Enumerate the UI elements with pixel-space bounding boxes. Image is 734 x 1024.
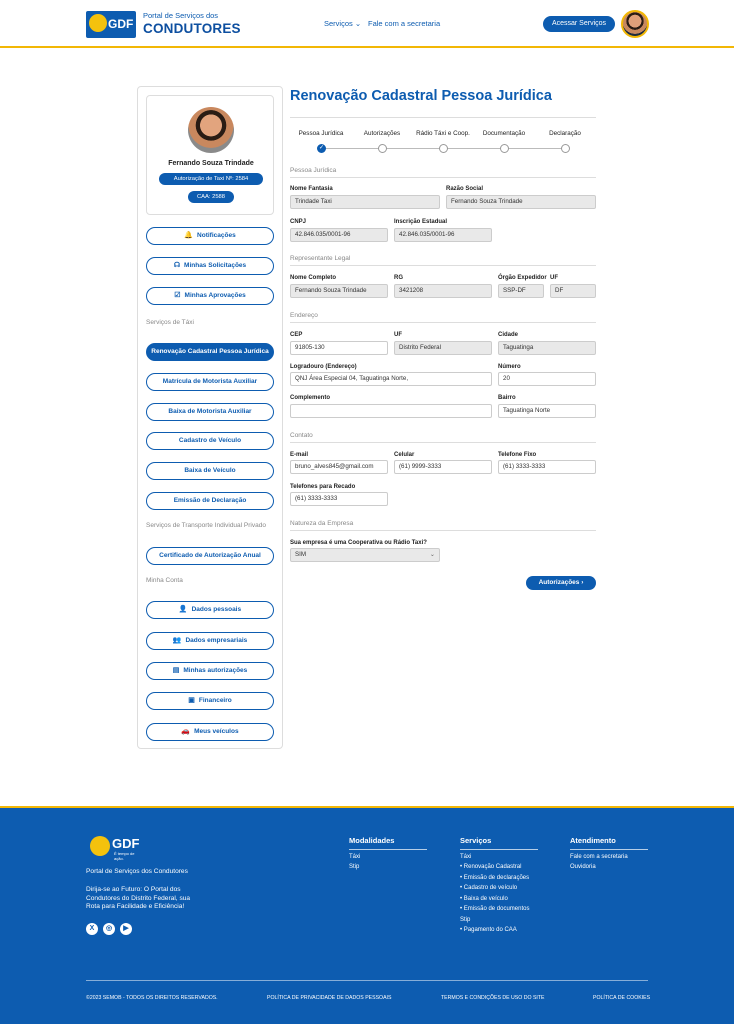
step-label-documentacao[interactable]: Documentação: [482, 130, 526, 137]
field-cep[interactable]: 91805-130: [290, 341, 388, 355]
section-rep-heading: Representante Legal: [290, 255, 351, 262]
field-logradouro[interactable]: QNJ Área Especial 04, Taguatinga Norte,: [290, 372, 492, 386]
logo-text: GDF: [108, 17, 134, 31]
sidebar-item-renovacao[interactable]: Renovação Cadastral Pessoa Jurídica: [146, 343, 274, 361]
field-celular[interactable]: (61) 9999-3333: [394, 460, 492, 474]
label-rg: RG: [394, 275, 403, 281]
label-bairro: Bairro: [498, 395, 516, 401]
label-numero: Número: [498, 364, 521, 370]
label-recado: Telefones para Recado: [290, 484, 356, 490]
footer-privacy-link[interactable]: POLÍTICA DE PRIVACIDADE DE DADOS PESSOAIS: [267, 995, 392, 1001]
footer-logo-sub: É tempo de ação.: [114, 851, 135, 861]
field-fantasia[interactable]: Trindade Taxi: [290, 195, 440, 209]
step-dot[interactable]: [439, 144, 448, 153]
label-celular: Celular: [394, 452, 415, 458]
section-conta-heading: Minha Conta: [146, 577, 183, 584]
clipboard-check-icon: ☑: [174, 292, 181, 299]
label-ie: Inscrição Estadual: [394, 219, 448, 225]
field-recado[interactable]: (61) 3333-3333: [290, 492, 388, 506]
label-fantasia: Nome Fantasia: [290, 186, 333, 192]
sidebar-item-dados-empresariais[interactable]: [146, 632, 274, 650]
field-fixo[interactable]: (61) 3333-3333: [498, 460, 596, 474]
x-twitter-icon[interactable]: X: [86, 923, 98, 935]
footer-terms-link[interactable]: TERMOS E CONDIÇÕES DE USO DO SITE: [441, 995, 545, 1001]
sun-icon: [89, 14, 107, 32]
footer-link[interactable]: Ouvidoria: [570, 864, 596, 870]
user-icon: 👤: [178, 606, 188, 613]
field-cnpj[interactable]: 42.846.035/0001-96: [290, 228, 388, 242]
car-icon: 🚗: [181, 728, 191, 735]
sun-icon: [90, 836, 110, 856]
sidebar-item-label: Dados empresariais: [185, 637, 248, 644]
chevron-down-icon: ⌄: [429, 551, 435, 558]
footer-link[interactable]: Stip: [460, 916, 471, 923]
next-autorizacoes-button[interactable]: Autorizações ›: [526, 576, 596, 590]
bell-icon: 🔔: [184, 232, 194, 239]
footer-copyright: ©2023 SEMOB - TODOS OS DIREITOS RESERVADOS.: [86, 995, 218, 1001]
step-dot[interactable]: [500, 144, 509, 153]
sidebar-item-label: Notificações: [197, 232, 236, 239]
headset-icon: ☊: [173, 262, 181, 269]
section-endereco-heading: Endereço: [290, 312, 318, 319]
label-uf2: UF: [394, 332, 402, 338]
footer-col-title: Atendimento: [570, 836, 648, 850]
footer: [0, 806, 734, 1024]
sidebar: [137, 86, 283, 749]
footer-link[interactable]: • Renovação Cadastral: [460, 864, 522, 870]
sidebar-item-emissao-declaracao[interactable]: Emissão de Declaração: [146, 492, 274, 510]
sidebar-item-financeiro[interactable]: [146, 692, 274, 710]
label-orgao: Órgão Expedidor: [498, 275, 547, 281]
sidebar-item-label: Financeiro: [198, 697, 232, 704]
label-nome: Nome Completo: [290, 275, 337, 281]
step-dot[interactable]: [378, 144, 387, 153]
sidebar-item-label: Meus veículos: [194, 728, 239, 735]
sidebar-item-baixa-motorista[interactable]: Baixa de Motorista Auxiliar: [146, 403, 274, 421]
label-cep: CEP: [290, 332, 303, 338]
footer-col-title: Modalidades: [349, 836, 427, 850]
label-cnpj: CNPJ: [290, 219, 307, 225]
footer-col-modalidades: [349, 836, 427, 873]
label-razao: Razão Social: [446, 186, 484, 192]
label-email: E-mail: [290, 452, 309, 458]
footer-link[interactable]: • Emissão de declarações: [460, 874, 530, 881]
footer-gdf-logo[interactable]: [90, 834, 142, 861]
footer-col-atendimento: [570, 836, 648, 873]
select-coop[interactable]: [290, 548, 440, 562]
divider: [290, 117, 596, 118]
label-logradouro: Logradouro (Endereço): [290, 364, 357, 370]
step-label-autorizacoes[interactable]: Autorizações: [363, 130, 401, 137]
footer-link[interactable]: Fale com a secretaria: [570, 853, 628, 860]
gdf-logo[interactable]: [86, 11, 136, 38]
field-bairro[interactable]: Taguatinga Norte: [498, 404, 596, 418]
taxi-auth-badge: Autorização de Taxi Nº: 2584: [159, 173, 263, 185]
label-complemento: Complemento: [290, 395, 331, 401]
label-uf: UF: [550, 275, 558, 281]
step-done-check-icon[interactable]: ✓: [318, 145, 325, 151]
field-numero[interactable]: 20: [498, 372, 596, 386]
my-approvals-button[interactable]: [146, 287, 274, 305]
footer-link[interactable]: Táxi: [460, 853, 472, 860]
field-uf2[interactable]: Distrito Federal: [394, 341, 492, 355]
section-natureza-heading: Natureza da Empresa: [290, 520, 354, 527]
footer-col-servicos: [460, 836, 538, 936]
page-title: Renovação Cadastral Pessoa Jurídica: [290, 88, 552, 104]
section-taxi-heading: Serviços de Táxi: [146, 319, 194, 326]
footer-link[interactable]: • Pagamento do CAA: [460, 927, 517, 933]
field-uf[interactable]: DF: [550, 284, 596, 298]
footer-link[interactable]: • Cadastro de veículo: [460, 885, 518, 891]
user-avatar[interactable]: [621, 10, 649, 38]
footer-link[interactable]: Stip: [349, 864, 360, 870]
select-coop-value: SIM: [295, 551, 307, 558]
sidebar-item-dados-pessoais[interactable]: [146, 601, 274, 619]
profile-avatar: [188, 107, 234, 153]
field-complemento[interactable]: [290, 404, 492, 418]
footer-link[interactable]: • Baixa de veículo: [460, 895, 508, 902]
my-requests-button[interactable]: [146, 257, 274, 275]
divider: [290, 530, 596, 531]
footer-slogan: Dirija-se ao Futuro: O Portal dos Condutores do Distrito Federal, sua Rota para Facilidade e Eficiência!: [86, 886, 191, 910]
notifications-button[interactable]: [146, 227, 274, 245]
field-nome[interactable]: Fernando Souza Trindade: [290, 284, 388, 298]
sidebar-item-label: Dados pessoais: [191, 606, 242, 613]
id-card-icon: ▤: [172, 667, 180, 674]
footer-col-title: Serviços: [460, 836, 538, 850]
section-contato-heading: Contato: [290, 432, 313, 439]
field-orgao[interactable]: SSP-DF: [498, 284, 544, 298]
footer-portal-name: Portal de Serviços dos Condutores: [86, 868, 188, 875]
divider: [290, 265, 596, 266]
youtube-icon[interactable]: ▶: [120, 923, 132, 935]
field-email[interactable]: bruno_alves845@gmail.com: [290, 460, 388, 474]
access-services-button[interactable]: Acessar Serviços: [543, 16, 615, 32]
label-coop: Sua empresa é uma Cooperativa ou Rádio Taxi?: [290, 540, 427, 546]
sidebar-item-label: Minhas autorizações: [183, 667, 248, 674]
sidebar-item-matricula[interactable]: Matrícula de Motorista Auxiliar: [146, 373, 274, 391]
sidebar-item-cadastro-veiculo[interactable]: Cadastro de Veículo: [146, 432, 274, 450]
divider: [290, 442, 596, 443]
field-rg[interactable]: 3421208: [394, 284, 492, 298]
instagram-icon[interactable]: ◎: [103, 923, 115, 935]
sidebar-item-label: Minhas Solicitações: [184, 262, 247, 269]
sidebar-item-certificado[interactable]: Certificado de Autorização Anual: [146, 547, 274, 565]
footer-cookies-link[interactable]: POLÍTICA DE COOKIES: [593, 995, 651, 1001]
step-label-declaracao[interactable]: Declaração: [549, 130, 581, 137]
profile-name: Fernando Souza Trindade: [168, 160, 254, 167]
field-cidade[interactable]: Taguatinga: [498, 341, 596, 355]
money-icon: ▣: [188, 697, 195, 704]
sidebar-item-label: Minhas Aprovações: [184, 292, 246, 299]
label-fixo: Telefone Fixo: [498, 452, 537, 458]
footer-link[interactable]: • Emissão de documentos: [460, 906, 530, 912]
section-pj-heading: Pessoa Jurídica: [290, 167, 337, 174]
step-dot[interactable]: [561, 144, 570, 153]
field-ie[interactable]: 42.846.035/0001-96: [394, 228, 492, 242]
sidebar-item-baixa-veiculo[interactable]: Baixa de Veículo: [146, 462, 274, 480]
portal-subtitle: Portal de Serviços dos: [143, 11, 219, 20]
sidebar-item-minhas-autorizacoes[interactable]: [146, 662, 274, 680]
profile-card: [146, 95, 274, 215]
sidebar-item-meus-veiculos[interactable]: [146, 723, 274, 741]
top-header: [0, 0, 734, 48]
nav-servicos[interactable]: Serviços ⌄: [324, 19, 362, 28]
section-transporte-heading: Serviços de Transporte Individual Privado: [146, 522, 266, 529]
divider: [290, 322, 596, 323]
footer-divider: [86, 980, 648, 981]
label-cidade: Cidade: [498, 332, 519, 338]
footer-logo-text: GDF: [112, 836, 140, 851]
step-label-pj[interactable]: Pessoa Jurídica: [298, 130, 344, 137]
nav-fale-secretaria[interactable]: Fale com a secretaria: [368, 19, 441, 28]
users-icon: 👥: [172, 637, 182, 644]
footer-link[interactable]: Táxi: [349, 853, 361, 860]
portal-title: CONDUTORES: [143, 21, 241, 36]
caa-badge: CAA: 2588: [188, 191, 234, 203]
divider: [290, 177, 596, 178]
step-label-radio[interactable]: Rádio Táxi e Coop.: [416, 130, 470, 137]
field-razao[interactable]: Fernando Souza Trindade: [446, 195, 596, 209]
